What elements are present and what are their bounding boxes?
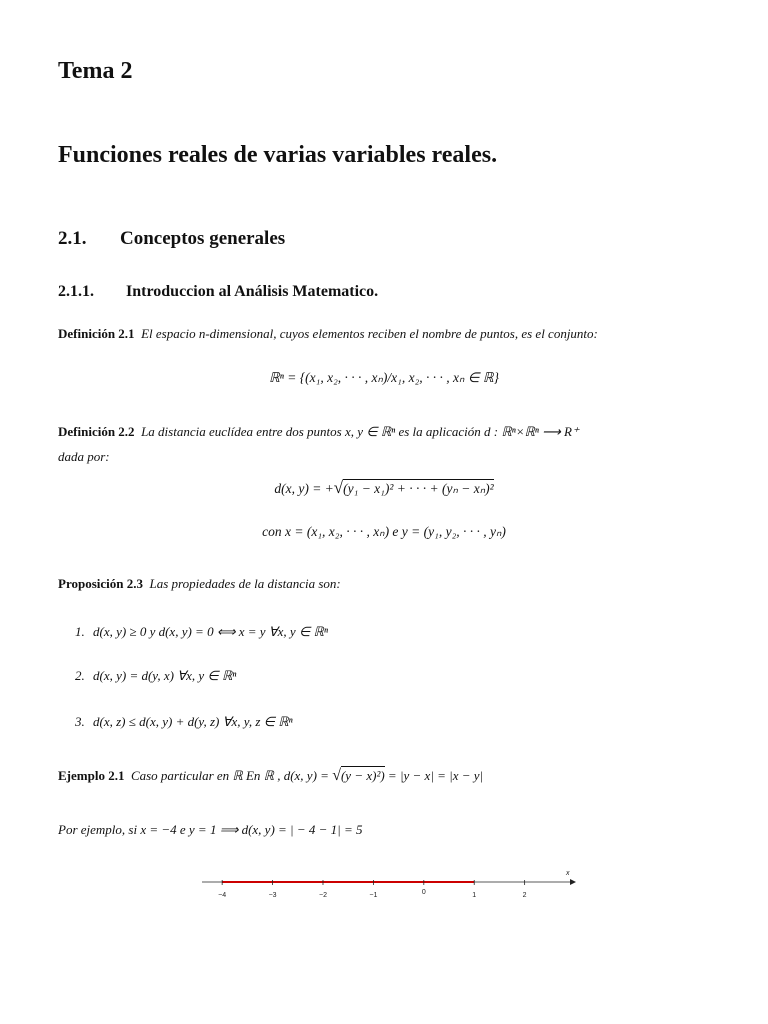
formula-left: d(x, y) = + bbox=[274, 481, 334, 496]
definition-2-2 bbox=[58, 424, 579, 440]
tick-label: −3 bbox=[268, 892, 277, 899]
tick-label: 2 bbox=[522, 892, 527, 899]
item-text: d(x, z) ≤ d(x, y) + d(y, z) ∀x, y, z ∈ ℝⁿ bbox=[93, 714, 293, 729]
subsection-title: Introduccion al Análisis Matematico. bbox=[126, 283, 379, 300]
tick-label: −4 bbox=[218, 892, 227, 899]
number-line bbox=[196, 866, 580, 906]
item-text: d(x, y) = d(y, x) ∀x, y ∈ ℝⁿ bbox=[93, 668, 237, 683]
definition-2-1 bbox=[58, 326, 598, 342]
list-item bbox=[75, 714, 293, 730]
subsection-heading bbox=[58, 283, 378, 301]
example-radicand: (y − x)²) bbox=[340, 768, 385, 783]
tick-label: 0 bbox=[421, 889, 426, 896]
item-number: 1. bbox=[75, 624, 85, 639]
proposition-label: Proposición 2.3 bbox=[58, 576, 143, 591]
example-text: Caso particular en ℝ En ℝ , d(x, y) = bbox=[130, 768, 333, 783]
definition-text-cont: dada por: bbox=[58, 449, 110, 464]
tick-label: −2 bbox=[318, 892, 327, 899]
definition-text: La distancia euclídea entre dos puntos x, y ∈ ℝⁿ es la aplicación d : ℝⁿ×ℝⁿ ⟶ R⁺ bbox=[141, 424, 579, 439]
tick-label: 1 bbox=[472, 892, 477, 899]
page-title: Funciones reales de varias variables reales. bbox=[58, 142, 498, 168]
item-number: 2. bbox=[75, 668, 85, 683]
axis-label: x bbox=[566, 870, 570, 877]
tick-label: −1 bbox=[369, 892, 378, 899]
subsection-number: 2.1.1. bbox=[58, 283, 94, 300]
item-number: 3. bbox=[75, 714, 85, 729]
proposition-2-3 bbox=[58, 576, 341, 592]
definition-label: Definición 2.1 bbox=[58, 326, 135, 341]
formula-rn: ℝⁿ = {(x₁, x₂, · · · , xₙ)/x₁, x₂, · · · , xₙ ∈ ℝ} bbox=[268, 370, 500, 385]
list-item bbox=[75, 668, 236, 684]
section-number: 2.1. bbox=[58, 228, 87, 249]
section-title: Conceptos generales bbox=[120, 228, 286, 249]
definition-text: El espacio n-dimensional, cuyos elementos reciben el nombre de puntos, es el conjunto: bbox=[141, 326, 598, 341]
proposition-text: Las propiedades de la distancia son: bbox=[149, 576, 341, 591]
list-item bbox=[75, 624, 328, 640]
formula-points: con x = (x₁, x₂, · · · , xₙ) e y = (y₁, y₂, · · · , yₙ) bbox=[262, 524, 506, 539]
formula-distance bbox=[0, 478, 768, 498]
example-text-after: = |y − x| = |x − y| bbox=[384, 768, 484, 783]
sqrt-sign: √ bbox=[332, 767, 341, 784]
section-heading bbox=[58, 228, 285, 250]
axis-arrow-icon bbox=[570, 879, 576, 885]
formula-radicand: (y₁ − x₁)² + · · · + (yₙ − xₙ)² bbox=[343, 481, 494, 496]
example-2-1 bbox=[58, 767, 483, 785]
example-line-2: Por ejemplo, si x = −4 e y = 1 ⟹ d(x, y) = | − 4 − 1| = 5 bbox=[58, 822, 363, 837]
definition-label: Definición 2.2 bbox=[58, 424, 135, 439]
example-label: Ejemplo 2.1 bbox=[58, 768, 125, 783]
sqrt-sign: √ bbox=[333, 478, 344, 497]
item-text: d(x, y) ≥ 0 y d(x, y) = 0 ⟺ x = y ∀x, y ∈ ℝⁿ bbox=[93, 624, 328, 639]
chapter-heading: Tema 2 bbox=[58, 58, 133, 84]
